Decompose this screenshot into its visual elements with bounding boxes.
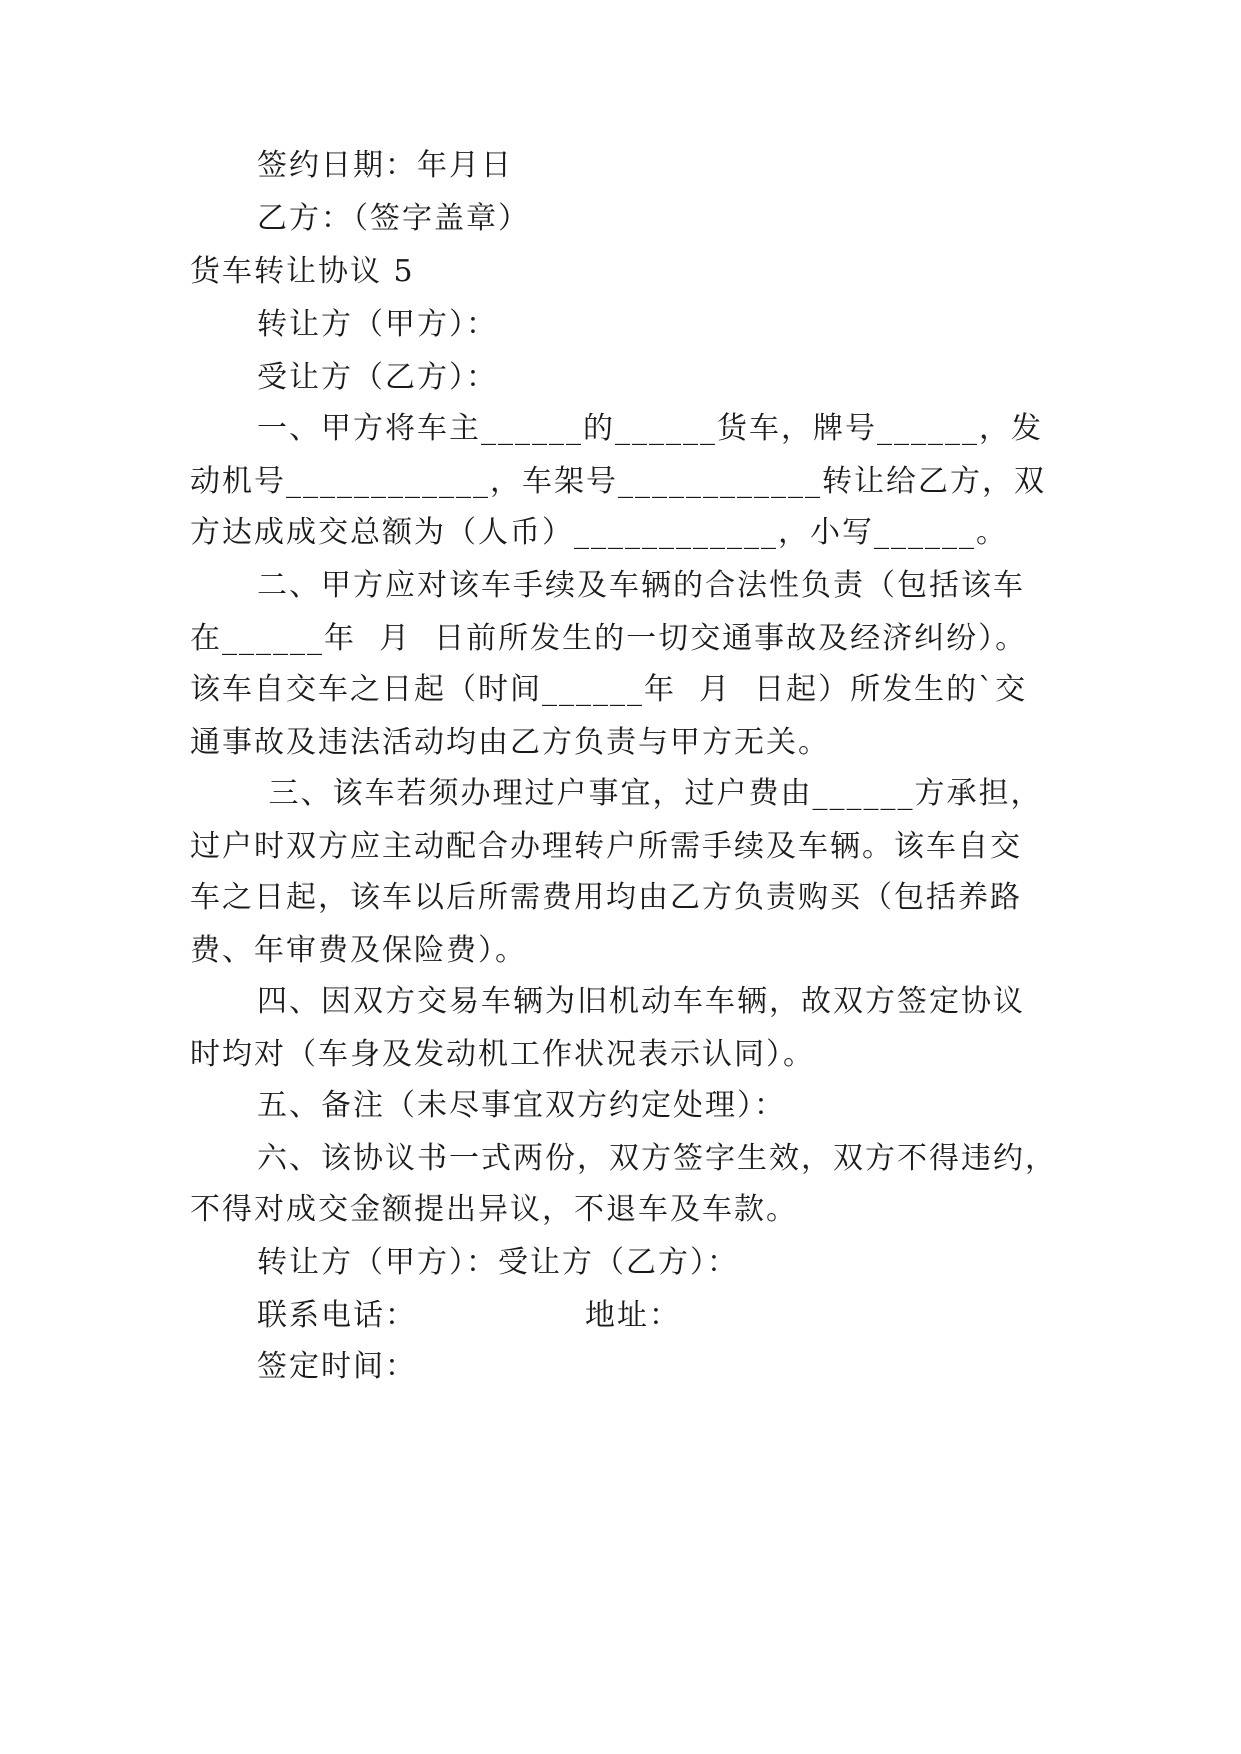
signature-time-label: 签定时间： (257, 1349, 417, 1384)
clause-1-line-1: 一、甲方将车主______的______货车，牌号______，发 (257, 411, 1043, 446)
clause-1-line-3: 方达成成交总额为（人币）____________，小写______。 (190, 515, 1008, 550)
clause-5-line-1: 五、备注（未尽事宜双方约定处理）： (257, 1088, 786, 1123)
clause-4-line-1: 四、因双方交易车辆为旧机动车车辆，故双方签定协议 (257, 984, 1025, 1019)
clause-3-line-3: 车之日起，该车以后所需费用均由乙方负责购买（包括养路 (190, 880, 1022, 915)
signature-phone-label: 联系电话： (257, 1298, 417, 1333)
signature-parties-line: 转让方（甲方）：受让方（乙方）： (257, 1245, 739, 1280)
clause-6-line-2: 不得对成交金额提出异议，不退车及车款。 (190, 1192, 798, 1227)
clause-4-line-2: 时均对（车身及发动机工作状况表示认同）。 (190, 1037, 815, 1072)
clause-3-line-2: 过户时双方应主动配合办理转户所需手续及车辆。该车自交 (190, 829, 1022, 864)
clause-2-line-1: 二、甲方应对该车手续及车辆的合法性负责（包括该车 (257, 568, 1025, 603)
clause-1-line-2: 动机号____________，车架号____________转让给乙方，双 (190, 464, 1046, 499)
clause-3-line-4: 费、年审费及保险费）。 (190, 933, 527, 968)
transferee-line: 受让方（乙方）： (257, 360, 498, 395)
clause-3-line-1: 三、该车若须办理过户事宜，过户费由______方承担， (257, 776, 1043, 811)
party-b-signature-line: 乙方：（签字盖章） (257, 201, 530, 236)
agreement-heading: 货车转让协议 5 (190, 254, 415, 289)
clause-2-line-4: 通事故及违法活动均由乙方负责与甲方无关。 (190, 725, 830, 760)
clause-6-line-1: 六、该协议书一式两份，双方签字生效，双方不得违约， (257, 1141, 1057, 1176)
signature-address-label: 地址： (585, 1298, 681, 1333)
transferor-line: 转让方（甲方）： (257, 307, 498, 342)
clause-2-line-3: 该车自交车之日起（时间______年 月 日起）所发生的`交 (190, 672, 1028, 707)
clause-2-line-2: 在______年 月 日前所发生的一切交通事故及经济纠纷）。 (190, 621, 1028, 656)
sign-date-line: 签约日期：年月日 (257, 148, 513, 183)
